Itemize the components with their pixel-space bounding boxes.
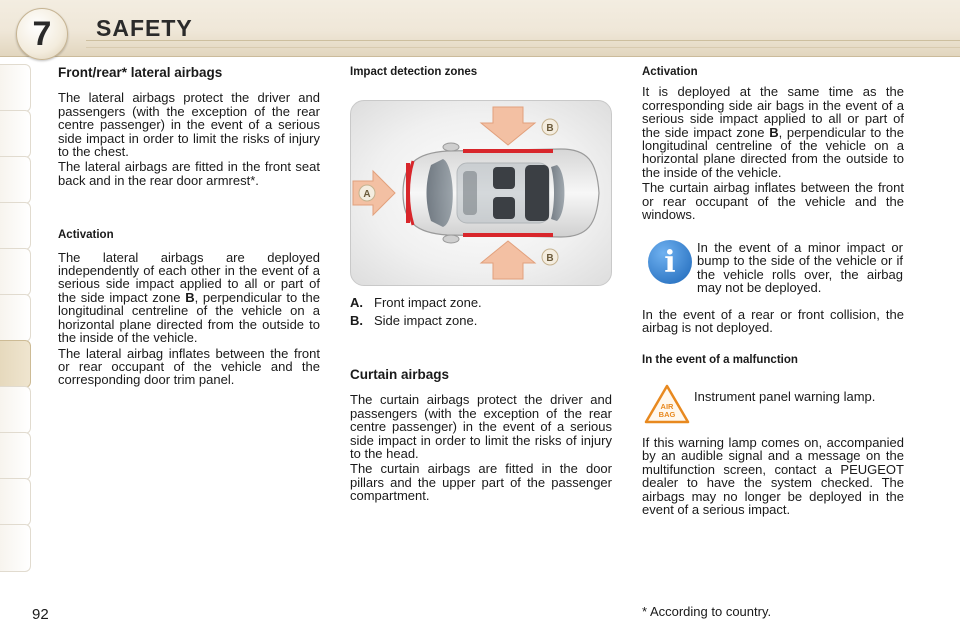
chapter-tab-6[interactable] — [0, 294, 31, 342]
front-seat-left — [493, 167, 515, 189]
chapter-tab-4[interactable] — [0, 202, 31, 250]
lateral-airbags-heading: Front/rear* lateral airbags — [58, 65, 223, 80]
header-rule — [86, 40, 960, 48]
column-curtain-activation — [642, 66, 904, 223]
mirror-left — [443, 143, 459, 151]
malfunction-text-block — [642, 436, 904, 518]
label-b-bottom: B — [546, 253, 554, 264]
curtain-activation-text — [642, 85, 904, 179]
legend-item-front — [350, 296, 612, 309]
lateral-activation-text-part: , perpendicular to the longitudinal centreline of the vehicle on a horizontal plane directed from the outside to the inside of the vehicle. — [58, 289, 320, 346]
legend-text: Side impact zone. — [374, 313, 478, 329]
footnote: * According to country. — [642, 604, 772, 619]
info-icon — [648, 240, 692, 284]
chapter-tab-2[interactable] — [0, 110, 31, 158]
lateral-airbags-location: The lateral airbags are fitted in the front seat back and in the rear door armrest*. — [58, 159, 320, 188]
chapter-tab-3[interactable] — [0, 156, 31, 204]
rear-seat-bench — [525, 165, 549, 221]
warning-lamp-text: Instrument panel warning lamp. — [694, 389, 876, 404]
malfunction-text: If this warning lamp comes on, accompanied by an audible signal and a message on the multifunction screen, contact a PEUGEOT dealer to have the system checked. The airbags may no longer be deployed in the event of a serious impact. — [642, 435, 904, 518]
legend-item-side — [350, 314, 612, 327]
chapter-tabs — [0, 64, 34, 576]
lateral-activation-heading: Activation — [58, 229, 114, 242]
malfunction-section — [642, 354, 904, 367]
side-impact-arrow-bottom — [481, 241, 535, 279]
side-impact-zone-top — [463, 149, 553, 153]
impact-zone-ref: B — [769, 124, 779, 140]
chapter-tab-8[interactable] — [0, 386, 31, 434]
collision-note — [642, 308, 904, 337]
lateral-activation-text-part: The lateral airbags are deployed independently of each other in the event of a serious side impact applied to all or part of the side impact zone — [58, 249, 320, 305]
curtain-airbags-heading: Curtain airbags — [350, 367, 450, 382]
legend-key: A. — [350, 295, 363, 310]
impact-zones-diagram — [350, 100, 612, 286]
steering-dash — [463, 171, 477, 215]
curtain-activation-text-part: It is deployed at the same time as the corresponding side air bags in the event of a serious side impact applied to all or part of the side impact zone — [642, 84, 904, 140]
column-impact-zones — [350, 66, 612, 79]
impact-zones-heading: Impact detection zones — [350, 66, 478, 78]
chapter-tab-7[interactable] — [0, 340, 31, 388]
car-windscreen — [427, 159, 453, 227]
info-note — [697, 241, 903, 297]
chapter-tab-1[interactable] — [0, 64, 31, 112]
chapter-tab-9[interactable] — [0, 432, 31, 480]
chapter-title: SAFETY — [96, 15, 193, 41]
chapter-tab-10[interactable] — [0, 478, 31, 526]
info-icon-letter: i — [664, 244, 676, 280]
chapter-badge — [16, 8, 68, 60]
lateral-airbags-intro: The lateral airbags protect the driver and passengers (with the exception of the rear centre passenger) in the event of a serious side impact in order to limit the risks of injury to the chest. — [58, 90, 320, 160]
warning-icon-label-top: AIR — [660, 402, 674, 411]
car-topview-illustration — [351, 101, 611, 285]
front-seat-right — [493, 197, 515, 219]
impact-zone-ref: B — [185, 289, 195, 305]
chapter-number: 7 — [32, 14, 52, 53]
airbag-warning-icon — [644, 384, 690, 424]
label-a: A — [363, 189, 371, 200]
collision-note-text: In the event of a rear or front collision, the airbag is not deployed. — [642, 307, 904, 336]
page-number: 92 — [32, 606, 49, 623]
lateral-activation-text — [58, 251, 320, 345]
label-b-top: B — [546, 123, 554, 134]
mirror-right — [443, 235, 459, 243]
malfunction-heading: In the event of a malfunction — [642, 354, 798, 366]
side-impact-zone-bottom — [463, 233, 553, 237]
legend-key: B. — [350, 313, 363, 329]
side-impact-arrow-top — [481, 107, 535, 145]
info-note-text: In the event of a minor impact or bump to the side of the vehicle or if the vehicle rolls over, the airbag may not be deployed. — [697, 240, 903, 296]
curtain-activation-text-part: , perpendicular to the longitudinal centreline of the vehicle on a horizontal plane directed from the outside to the inside of the vehicle. — [642, 124, 904, 180]
warning-icon-label-bottom: BAG — [658, 410, 676, 419]
warning-lamp-caption — [694, 390, 904, 405]
curtain-airbags-section — [350, 368, 612, 505]
column-lateral-airbags — [58, 66, 320, 389]
chapter-tab-11[interactable] — [0, 524, 31, 572]
curtain-airbags-location: The curtain airbags are fitted in the door pillars and the upper part of the passenger compartment. — [350, 461, 612, 504]
curtain-airbags-intro: The curtain airbags protect the driver and passengers (with the exception of the rear centre passenger) in the event of a serious side impact in order to limit the risks of injury to the head. — [350, 392, 612, 462]
lateral-inflation-text: The lateral airbag inflates between the front or rear occupant of the vehicle and the corresponding door trim panel. — [58, 345, 320, 388]
curtain-inflation-text: The curtain airbag inflates between the front or rear occupant of the vehicle and the windows. — [642, 180, 904, 223]
chapter-tab-5[interactable] — [0, 248, 31, 296]
impact-zone-legend — [350, 296, 612, 333]
legend-text: Front impact zone. — [374, 295, 482, 310]
curtain-activation-heading: Activation — [642, 66, 698, 78]
